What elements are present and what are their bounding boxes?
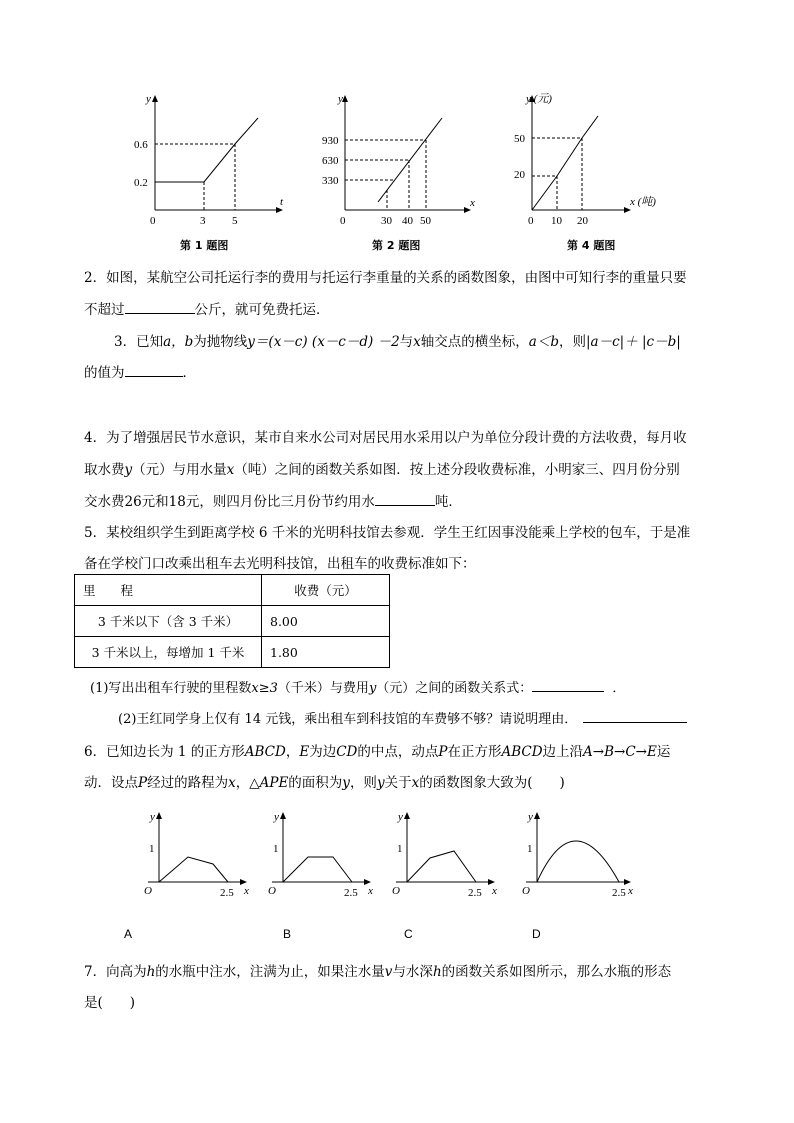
x-2.5-label: 2.5 (220, 887, 234, 899)
q6-line2 (84, 771, 565, 791)
q4-y: y (124, 462, 133, 478)
option-c-graph[interactable] (386, 806, 506, 916)
q4-x: x (226, 462, 235, 478)
q6-t14: 的函数图象大致为( ) (419, 775, 565, 791)
y-arrow (152, 95, 158, 102)
option-b-label[interactable]: B (283, 927, 292, 941)
figure-4 (514, 90, 680, 227)
q3-t2: 为抛物线 (193, 334, 248, 350)
ytick-20: 20 (514, 169, 525, 181)
ytick-930: 930 (322, 135, 339, 147)
q4-answer-blank[interactable] (375, 493, 435, 506)
y-arrow (534, 812, 540, 819)
q3-line1 (114, 330, 681, 350)
q5-p1-x: x≥3 (251, 681, 278, 696)
y-label: y (274, 811, 279, 823)
xtick-0: 0 (340, 215, 346, 227)
q2-line1: 2．如图，某航空公司托运行李的费用与托运行李重量的关系的函数图象，由图中可知行李的重量只要 (84, 270, 687, 286)
y-label: y (528, 811, 533, 823)
origin-label: O (144, 885, 152, 897)
q7-h-2: h (432, 964, 442, 980)
table-row (75, 637, 390, 668)
xtick-20: 20 (577, 215, 588, 227)
y-arrow (342, 95, 348, 102)
q6-line1 (84, 740, 670, 760)
q3-equation: y＝(x－c) (x－c－d) －2 (247, 334, 400, 350)
figure-2 (322, 90, 490, 227)
q3-answer-blank[interactable] (125, 364, 183, 377)
q6-abcd: ABCD (244, 744, 286, 760)
q3-vars: a，b (163, 334, 194, 350)
q2-answer-blank[interactable] (125, 301, 195, 314)
q3-condition: a＜b (528, 334, 559, 350)
q6-e: E (299, 744, 310, 760)
x-label: x (628, 885, 633, 897)
series-line (532, 116, 598, 210)
q2-text-a: 不超过 (84, 302, 125, 318)
table-cell: 1.80 (262, 637, 390, 668)
q7-t2: 的水瓶中注水，注满为止，如果注水量 (155, 964, 385, 980)
q3-abs-expression: |a－c|＋ |c－b| (585, 334, 681, 350)
q3-x: x (413, 334, 421, 350)
q7-line2: 是( ) (84, 995, 136, 1011)
q6-p: P (438, 744, 448, 760)
x-2.5-label: 2.5 (468, 887, 482, 899)
option-b-curve (283, 857, 352, 882)
q3-t3: 与 (399, 334, 414, 350)
q4-t1: 取水费 (84, 462, 125, 478)
x-label: x (492, 885, 497, 897)
ytick-0.2: 0.2 (134, 177, 148, 189)
q5-p1-y: y (368, 681, 377, 696)
q5-p1-t4: ． (612, 681, 626, 696)
y-one-label: 1 (397, 843, 403, 855)
q6-t3: 为边 (309, 744, 337, 760)
q3-line2 (84, 361, 196, 381)
x-label: x (368, 885, 373, 897)
option-d-graph[interactable] (516, 806, 636, 916)
q5-p2-text: (2)王红同学身上仅有 14 元钱，乘出租车到科技馆的车费够不够？请说明理由． (118, 712, 578, 727)
q3-t7: ． (182, 365, 196, 381)
y-one-label: 1 (527, 843, 533, 855)
q6-t5: 在正方形 (447, 744, 502, 760)
q3-t5: ，则 (558, 334, 586, 350)
table-row (75, 606, 390, 637)
q5-p2-answer-blank[interactable] (583, 710, 687, 723)
q7-t3: 与水深 (392, 964, 433, 980)
q6-ape: APE (259, 775, 289, 791)
q6-p-2: P (138, 775, 148, 791)
q4-t5: 吨． (434, 494, 462, 510)
figure-4-caption: 第 4 题图 (567, 239, 616, 252)
q6-abcd-2: ABCD (501, 744, 543, 760)
q4-t2: （元）与用水量 (132, 462, 227, 478)
q7-v: v (384, 964, 393, 980)
x-2.5-label: 2.5 (344, 887, 358, 899)
xtick-30: 30 (381, 215, 392, 227)
q6-t8: 动．设点 (84, 775, 138, 791)
x-label: x (470, 197, 475, 209)
x-label: t (280, 196, 284, 208)
q2-text-b: 公斤，就可免费托运． (194, 302, 330, 318)
q3-t6: 的值为 (84, 365, 125, 381)
ytick-50: 50 (514, 133, 525, 145)
table-cell: 3 千米以下（含 3 千米） (75, 606, 262, 637)
q7-h: h (146, 964, 156, 980)
y-label: y (150, 811, 155, 823)
x-label: x (244, 885, 249, 897)
table-header-cell: 里 程 (75, 575, 262, 606)
q6-y-2: y (376, 775, 385, 791)
q4-t3: （吨）之间的函数关系如图．按上述分段收费标准，小明家三、四月份分别 (234, 462, 680, 478)
table-header-row (75, 575, 390, 606)
q3-t4: 轴交点的横坐标， (420, 334, 529, 350)
table-header-cell: 收费（元） (262, 575, 390, 606)
y-label: y (398, 811, 403, 823)
q6-t7: 运 (656, 744, 671, 760)
origin-label: O (268, 885, 276, 897)
q5-part2 (118, 708, 687, 727)
q4-line1: 4．为了增强居民节水意识，某市自来水公司对居民用水采用以户为单位分段计费的方法收费，每月收 (84, 430, 687, 446)
q6-t1: 6．已知边长为 1 的正方形 (84, 744, 245, 760)
option-c-curve (407, 851, 476, 882)
q2-line2 (84, 298, 330, 318)
q5-part1 (90, 677, 625, 696)
figure-2-caption: 第 2 题图 (372, 239, 421, 252)
option-c-label[interactable]: C (404, 927, 413, 941)
xtick-10: 10 (551, 215, 562, 227)
q6-cd: CD (336, 744, 358, 760)
ytick-330: 330 (322, 175, 339, 187)
x-2.5-label: 2.5 (612, 887, 626, 899)
y-one-label: 1 (149, 843, 155, 855)
q6-t2: ， (285, 744, 300, 760)
option-a-curve (159, 857, 228, 882)
xtick-40: 40 (402, 215, 413, 227)
q6-t13: 关于 (384, 775, 412, 791)
q6-x-2: x (411, 775, 420, 791)
y-label: y (338, 93, 343, 105)
y-arrow (156, 812, 162, 819)
x-label: x (吨) (630, 196, 656, 208)
q7-t1: 7．向高为 (84, 964, 147, 980)
xtick-5: 5 (232, 215, 238, 227)
option-b-graph[interactable] (262, 806, 382, 916)
q6-t10: ，△ (235, 775, 260, 791)
q4-line2 (84, 458, 680, 478)
figure-1-caption: 第 1 题图 (180, 239, 229, 252)
y-arrow (280, 812, 286, 819)
q6-y: y (342, 775, 350, 791)
table-cell: 3 千米以上，每增加 1 千米 (75, 637, 262, 668)
q6-t12: ，则 (349, 775, 377, 791)
series-line (155, 118, 258, 182)
xtick-0: 0 (528, 215, 534, 227)
q3-t1: 3．已知 (114, 334, 164, 350)
table-cell: 8.00 (262, 606, 390, 637)
q6-path: A→B→C→E (583, 744, 657, 760)
option-d-label[interactable]: D (532, 927, 541, 941)
option-a-label[interactable]: A (124, 927, 133, 941)
xtick-50: 50 (420, 215, 431, 227)
y-one-label: 1 (273, 843, 279, 855)
q5-p1-answer-blank[interactable] (532, 679, 604, 692)
origin-label: O (522, 885, 530, 897)
q6-t9: 经过的路程为 (147, 775, 229, 791)
q5-p1-t1: (1)写出出租车行驶的里程数 (90, 681, 252, 696)
y-arrow (404, 812, 410, 819)
q5-p1-t2: （千米）与费用 (277, 681, 369, 696)
q6-t11: 的面积为 (288, 775, 343, 791)
q4-line3 (84, 490, 462, 510)
option-a-graph[interactable] (138, 806, 258, 916)
q7-line1 (84, 960, 671, 980)
y-label: y (元) (526, 93, 552, 105)
y-label: y (146, 93, 151, 105)
fare-table (74, 574, 390, 668)
q6-t6: 边上沿 (542, 744, 584, 760)
xtick-0: 0 (150, 215, 156, 227)
q5-line1: 5．某校组织学生到距离学校 6 千米的光明科技馆去参观．学生王红因事没能乘上学校的包车，于是准 (84, 525, 691, 541)
q5-line2: 备在学校门口改乘出租车去光明科技馆，出租车的收费标准如下： (84, 556, 476, 572)
q7-t4: 的函数关系如图所示，那么水瓶的形态 (441, 964, 672, 980)
xtick-3: 3 (200, 215, 206, 227)
q6-x: x (228, 775, 236, 791)
q6-t4: 的中点，动点 (357, 744, 439, 760)
ytick-630: 630 (322, 155, 339, 167)
option-d-curve (537, 841, 619, 882)
q4-t4: 交水费26元和18元，则四月份比三月份节约用水 (84, 494, 375, 510)
ytick-0.6: 0.6 (134, 139, 148, 151)
origin-label: O (392, 885, 400, 897)
figure-1 (134, 90, 300, 227)
q5-p1-t3: （元）之间的函数关系式： (376, 681, 533, 696)
